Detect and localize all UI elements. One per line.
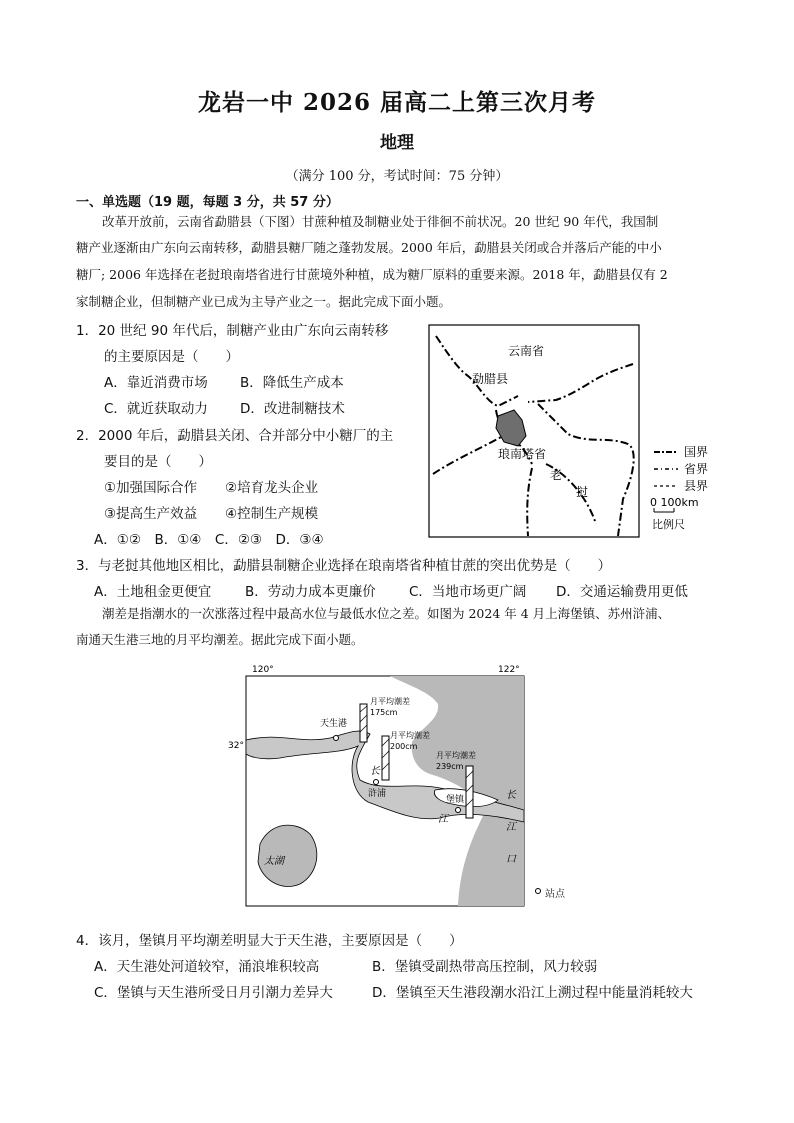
bz-caption-2: 239cm xyxy=(436,762,464,771)
passage1-line3: 糖厂; 2006 年选择在老挝琅南塔省进行甘蔗境外种植，成为糖厂原料的重要来源。2018 年，勐腊县仅有 2 xyxy=(76,267,668,282)
q2-item-1: ①加强国际合作 xyxy=(104,480,198,496)
bz-caption-1: 月平均潮差 xyxy=(436,751,476,760)
exam-meta: （满分 100 分，考试时间：75 分钟） xyxy=(285,169,509,184)
q2-stem: 2．2000 年后，勐腊县关闭、合并部分中小糖厂的主 xyxy=(76,428,394,444)
q3-stem: 3．与老挝其他地区相比，勐腊县制糖企业选择在琅南塔省种植甘蔗的突出优势是（ ） xyxy=(76,558,612,574)
q3-option-b[interactable]: B．劳动力成本更廉价 xyxy=(245,584,376,600)
label-baozhen: 堡镇 xyxy=(446,795,465,805)
scale-label: 比例尺 xyxy=(652,518,685,531)
label-yunnan: 云南省 xyxy=(508,344,545,358)
q4-option-c[interactable]: C．堡镇与天生港所受日月引潮力差异大 xyxy=(94,985,333,1001)
q4-stem: 4．该月，堡镇月平均潮差明显大于天生港，主要原因是（ ） xyxy=(76,933,463,949)
q2-item-3: ③提高生产效益 xyxy=(104,506,198,522)
station-baozhen xyxy=(456,808,461,813)
passage1-line1: 改革开放前，云南省勐腊县（下图）甘蔗种植及制糖业处于徘徊不前状况。20 世纪 90 年代，我国制 xyxy=(102,214,659,229)
bz-tide-bar xyxy=(466,766,473,818)
mengla-map xyxy=(428,324,772,540)
tsg-caption-1: 月平均潮差 xyxy=(370,697,410,706)
scale-text: 0 100km xyxy=(650,496,699,509)
q2-options[interactable]: A．①② B．①④ C．②③ D．③④ xyxy=(94,532,324,548)
legend-province: 省界 xyxy=(684,462,709,476)
q3-option-a[interactable]: A．土地租金更便宜 xyxy=(94,584,212,600)
hp-caption-2: 200cm xyxy=(390,742,418,751)
river-label-jiang: 江 xyxy=(438,814,448,825)
label-laos-2: 挝 xyxy=(576,485,589,499)
q4-option-a[interactable]: A．天生港处河道较窄，涌浪堆积较高 xyxy=(94,959,320,975)
legend-country: 国界 xyxy=(684,445,709,459)
river-label-chang: 长 xyxy=(370,766,380,777)
station-tianshenggang xyxy=(334,736,339,741)
subject-title: 地理 xyxy=(380,133,414,153)
lat-label: 32° xyxy=(228,741,244,751)
q4-option-d[interactable]: D．堡镇至天生港段潮水沿江上溯过程中能量消耗较大 xyxy=(372,985,693,1001)
q4-option-b[interactable]: B．堡镇受副热带高压控制，风力较弱 xyxy=(372,959,598,975)
section-heading: 一、单选题（19 题，每题 3 分，共 57 分） xyxy=(76,195,339,210)
station-xupu xyxy=(374,780,379,785)
legend-county: 县界 xyxy=(684,479,709,493)
q1-option-b[interactable]: B．降低生产成本 xyxy=(240,375,344,391)
q1-stem-cont: 的主要原因是（ ） xyxy=(104,349,239,365)
tsg-caption-2: 175cm xyxy=(370,708,398,717)
passage1-line4: 家制糖企业，但制糖产业已成为主导产业之一。据此完成下面小题。 xyxy=(76,294,452,309)
river-label-kou: 口 xyxy=(506,854,516,865)
label-mengla: 勐腊县 xyxy=(472,372,509,386)
tide-map xyxy=(228,662,540,910)
legend-station-symbol xyxy=(536,889,541,894)
tsg-tide-bar xyxy=(360,704,367,742)
q1-option-c[interactable]: C．就近获取动力 xyxy=(104,401,208,417)
q2-item-2: ②培育龙头企业 xyxy=(225,480,319,496)
lon-left: 120° xyxy=(252,665,274,675)
q2-item-4: ④控制生产规模 xyxy=(225,506,319,522)
label-tianshenggang: 天生港 xyxy=(320,719,348,729)
river-label-chang-2: 长 xyxy=(506,790,516,801)
label-luangnamtha: 琅南塔省 xyxy=(498,447,547,461)
passage2-line2: 南通天生港三地的月平均潮差。据此完成下面小题。 xyxy=(76,632,364,647)
label-taihu: 太湖 xyxy=(264,856,284,867)
river-label-jiang-2: 江 xyxy=(506,822,516,833)
hp-caption-1: 月平均潮差 xyxy=(390,731,430,740)
q3-option-d[interactable]: D．交通运输费用更低 xyxy=(556,584,688,600)
map1-legend xyxy=(650,445,708,531)
passage2-line1: 潮差是指潮水的一次涨落过程中最高水位与最低水位之差。如图为 2024 年 4 月上海堡镇、苏州浒浦、 xyxy=(102,606,671,621)
lon-right: 122° xyxy=(498,665,520,675)
passage1-line2: 糖产业逐渐由广东向云南转移，勐腊县糖厂随之蓬勃发展。2000 年后，勐腊县关闭或合并落后产能的中小 xyxy=(76,240,662,255)
label-xupu: 浒浦 xyxy=(368,789,387,799)
q3-option-c[interactable]: C．当地市场更广阔 xyxy=(409,584,527,600)
legend-station: 站点 xyxy=(545,889,565,900)
q1-option-d[interactable]: D．改进制糖技术 xyxy=(240,401,345,417)
label-laos-1: 老 xyxy=(550,468,563,482)
q1-stem: 1．20 世纪 90 年代后，制糖产业由广东向云南转移 xyxy=(76,323,389,339)
q1-option-a[interactable]: A．靠近消费市场 xyxy=(104,375,208,391)
q2-stem-cont: 要目的是（ ） xyxy=(104,454,212,470)
exam-title: 龙岩一中 2026 届高二上第三次月考 xyxy=(197,89,597,116)
